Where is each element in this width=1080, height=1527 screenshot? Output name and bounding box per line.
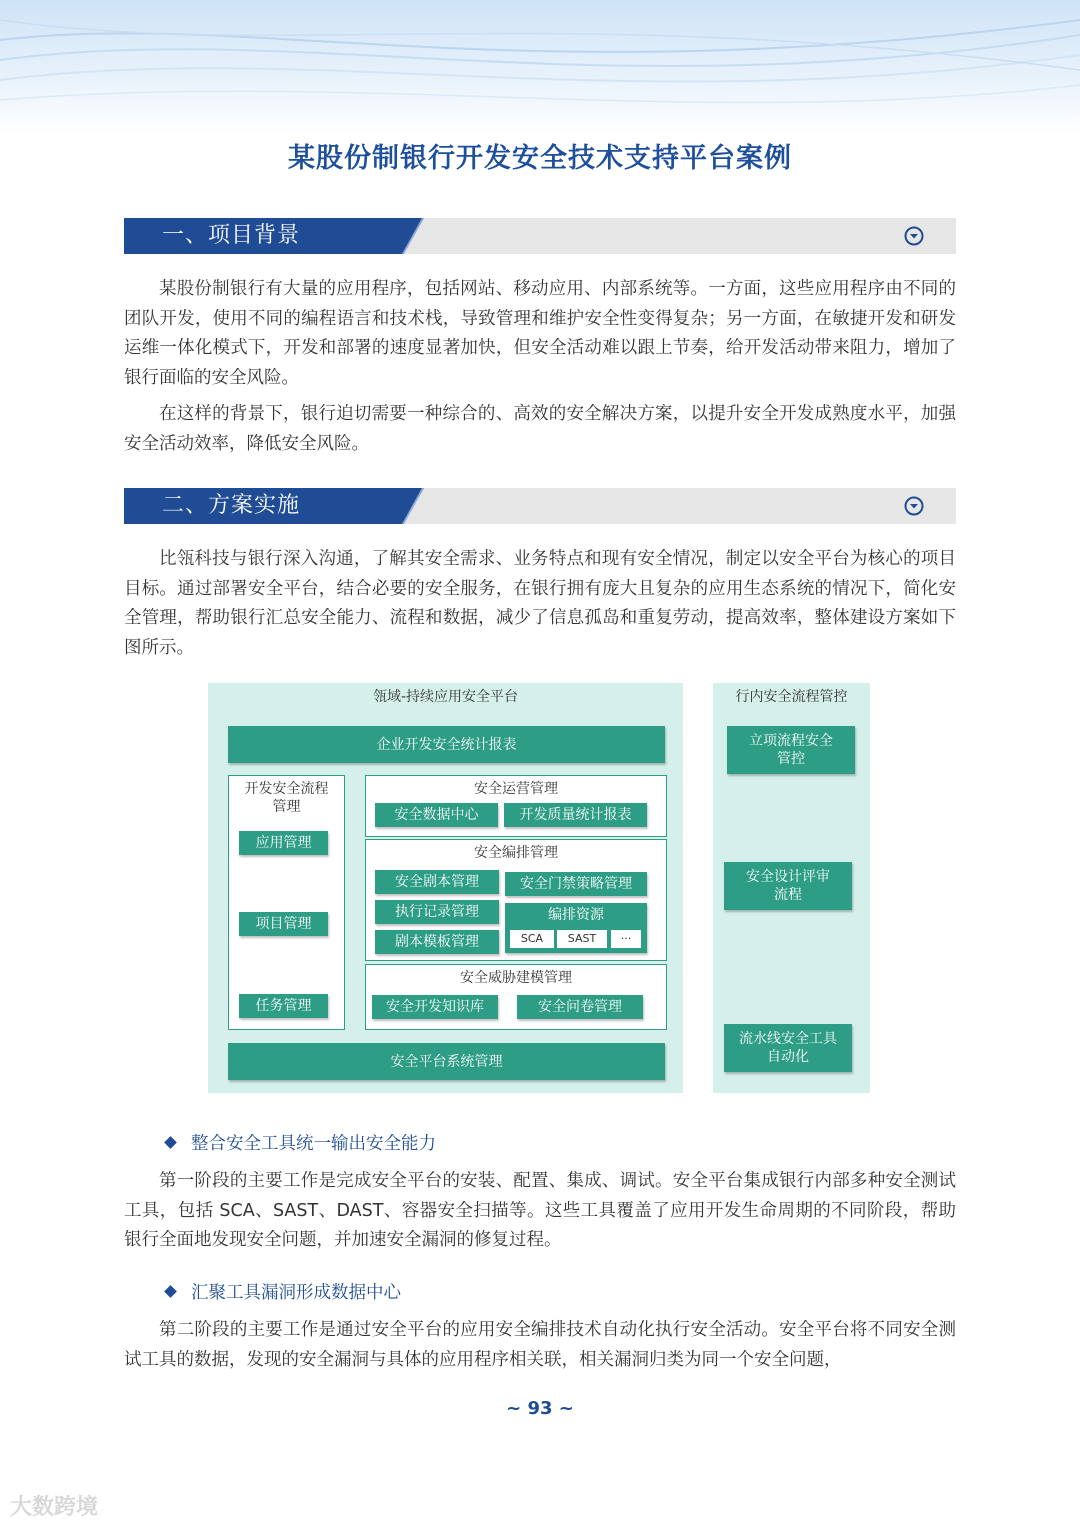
- orchestration-title: 安全编排管理: [474, 845, 558, 861]
- threat-modeling-box: [365, 964, 667, 1030]
- bullet-paragraph-1: 第一阶段的主要工作是完成安全平台的安装、配置、集成、调试。安全平台集成银行内部多种安全测试工具，包括 SCA、SAST、DAST、容器安全扫描等。这些工具覆盖了应用开发生命周期的不同阶段，帮助银行全面地发现安全问题，并加速安全漏洞的修复过程。: [124, 1171, 956, 1250]
- threat-modeling-title: 安全威胁建模管理: [460, 970, 572, 986]
- playbook-template-management: 剧本模板管理: [375, 930, 499, 954]
- chevron-circle-icon: [904, 496, 924, 516]
- platform-title: 瓴域-持续应用安全平台: [372, 689, 519, 705]
- playbook-management: 安全剧本管理: [375, 870, 499, 894]
- section-heading: 二、方案实施: [162, 493, 301, 518]
- dev-flow-title: 开发安全流程管理: [244, 781, 329, 815]
- security-design-review: 安全设计评审流程: [724, 862, 852, 910]
- security-data-center: 安全数据中心: [375, 803, 498, 827]
- orchestration-box: [365, 839, 667, 961]
- bullet-heading-2: [166, 1279, 401, 1304]
- ops-title: 安全运营管理: [474, 781, 558, 797]
- section-heading: 一、项目背景: [162, 223, 301, 248]
- in-bank-process-panel: [713, 683, 870, 1093]
- header-background: [0, 0, 1080, 135]
- in-bank-process-title: 行内安全流程管控: [735, 689, 848, 705]
- pipeline-tool-automation: 流水线安全工具自动化: [724, 1024, 852, 1072]
- platform-system-management-bar: 安全平台系统管理: [228, 1043, 665, 1080]
- dev-quality-report: 开发质量统计报表: [504, 803, 647, 827]
- tool-sca: SCA: [510, 930, 554, 948]
- tool-sast: SAST: [557, 930, 607, 948]
- diamond-bullet-icon: [164, 1136, 177, 1149]
- bullet-heading-1: [166, 1130, 436, 1155]
- background-paragraph-1: 某股份制银行有大量的应用程序，包括网站、移动应用、内部系统等。一方面，这些应用程序由不同的团队开发，使用不同的编程语言和技术栈，导致管理和维护安全性变得复杂；另一方面，在敏捷开发和研发运维一体化模式下，开发和部署的速度显著加快，但安全活动难以跟上节奏，给开发活动带来阻力，增加了银行面临的安全风险。: [124, 279, 956, 388]
- security-questionnaire-management: 安全问卷管理: [517, 995, 643, 1019]
- project-approval-control: 立项流程安全管控: [727, 726, 855, 774]
- gate-policy-management: 安全门禁策略管理: [505, 872, 647, 896]
- dev-flow-box: [228, 775, 345, 1030]
- project-management: 项目管理: [239, 912, 328, 936]
- background-paragraph-2: 在这样的背景下，银行迫切需要一种综合的、高效的安全解决方案，以提升安全开发成熟度水平，加强安全活动效率，降低安全风险。: [124, 404, 956, 454]
- execution-record-management: 执行记录管理: [375, 900, 499, 924]
- section-header-background: [124, 218, 956, 254]
- orchestration-resources: [505, 903, 647, 953]
- platform-panel: [208, 683, 683, 1093]
- secure-dev-knowledge-base: 安全开发知识库: [372, 995, 498, 1019]
- document-title: 某股份制银行开发安全技术支持平台案例: [288, 143, 792, 174]
- app-management: 应用管理: [239, 831, 328, 855]
- bullet-heading-text: 汇聚工具漏洞形成数据中心: [191, 1283, 401, 1303]
- task-management: 任务管理: [239, 994, 328, 1018]
- stats-report-bar: 企业开发安全统计报表: [228, 726, 665, 763]
- implementation-paragraph: 比瓴科技与银行深入沟通，了解其安全需求、业务特点和现有安全情况，制定以安全平台为核心的项目目标。通过部署安全平台，结合必要的安全服务，在银行拥有庞大且复杂的应用生态系统的情况下，简化安全管理，帮助银行汇总安全能力、流程和数据，减少了信息孤岛和重复劳动，提高效率，整体建设方案如下图所示。: [124, 549, 956, 658]
- watermark: 大数跨境: [10, 1495, 99, 1520]
- section-header-implementation: [124, 488, 956, 524]
- chevron-circle-icon: [904, 226, 924, 246]
- tool-more: ···: [611, 930, 641, 948]
- ops-box: [365, 775, 667, 837]
- orchestration-resources-title: 编排资源: [548, 907, 604, 923]
- architecture-diagram: [208, 683, 870, 1093]
- bullet-heading-text: 整合安全工具统一输出安全能力: [191, 1134, 436, 1154]
- bullet-paragraph-2: 第二阶段的主要工作是通过安全平台的应用安全编排技术自动化执行安全活动。安全平台将不同安全测试工具的数据，发现的安全漏洞与具体的应用程序相关联，相关漏洞归类为同一个安全问题，: [124, 1320, 956, 1370]
- diamond-bullet-icon: [164, 1285, 177, 1298]
- page-number: ~ 93 ~: [506, 1398, 574, 1419]
